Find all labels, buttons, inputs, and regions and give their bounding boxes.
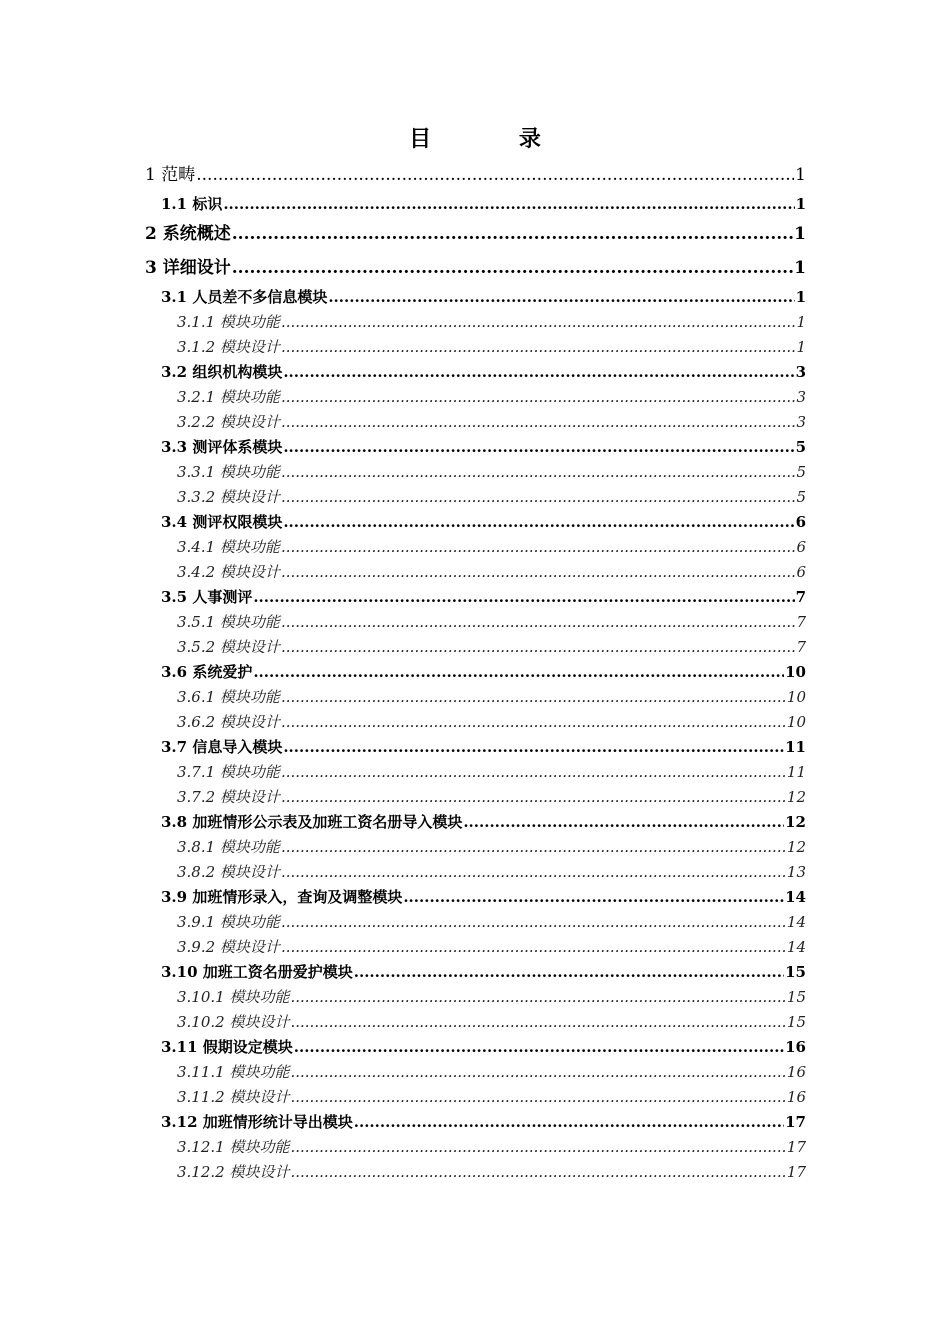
toc-dot-leader [281,685,786,710]
toc-entry[interactable] [145,910,806,935]
toc-dot-leader [223,192,794,217]
toc-entry[interactable] [145,1135,806,1160]
toc-entry-page-number: 16 [786,1063,806,1081]
toc-entry[interactable] [145,985,806,1010]
toc-entry-label: 3.3 测评体系模块 [161,438,283,456]
toc-dot-leader [290,1085,785,1110]
toc-entry[interactable] [145,485,806,510]
toc-dot-leader [290,1060,785,1085]
toc-entry-page-number: 6 [796,563,806,581]
toc-entry[interactable] [145,535,806,560]
toc-entry-label: 3.12 加班情形统计导出模块 [161,1113,353,1131]
toc-dot-leader [281,785,786,810]
toc-entry-page-number: 5 [795,438,806,456]
toc-entry[interactable] [145,335,806,360]
toc-dot-leader [283,510,794,535]
toc-entry[interactable] [145,1010,806,1035]
toc-entry-page-number: 6 [795,513,806,531]
toc-dot-leader [281,385,796,410]
toc-entry-label: 3.8.1 模块功能 [177,838,280,856]
toc-entry[interactable] [145,785,806,810]
toc-entry-page-number: 1 [796,313,806,331]
toc-dot-leader [281,710,786,735]
toc-dot-leader [283,360,794,385]
toc-dot-leader [253,585,794,610]
toc-entry-label: 3.10 加班工资名册爱护模块 [161,963,353,981]
toc-entry-page-number: 12 [786,838,806,856]
toc-entry-page-number: 1 [794,224,806,244]
toc-entry-page-number: 5 [796,488,806,506]
toc-dot-leader [283,435,794,460]
toc-entry[interactable] [145,285,806,310]
toc-entry-label: 1.1 标识 [161,195,223,213]
toc-entry-label: 3.10.2 模块设计 [177,1013,290,1031]
toc-entry-label: 3.2 组织机构模块 [161,363,283,381]
toc-entry-page-number: 5 [796,463,806,481]
toc-dot-leader [281,460,796,485]
toc-dot-leader [403,885,784,910]
toc-entry-page-number: 17 [785,1113,806,1131]
toc-entry-page-number: 1 [794,258,806,278]
toc-entry[interactable] [145,710,806,735]
toc-entry[interactable] [145,760,806,785]
toc-entry[interactable] [145,360,806,385]
toc-entry-page-number: 7 [795,588,806,606]
toc-dot-leader [232,217,793,251]
toc-entry-label: 3.4.1 模块功能 [177,538,280,556]
toc-entry-label: 3.8 加班情形公示表及加班工资名册导入模块 [161,813,463,831]
toc-entry-page-number: 16 [786,1088,806,1106]
toc-entry-page-number: 1 [795,165,806,185]
toc-entry-label: 3.2.1 模块功能 [177,388,280,406]
toc-entry[interactable] [145,1085,806,1110]
toc-entry[interactable] [145,1110,806,1135]
toc-entry-page-number: 14 [786,938,806,956]
toc-dot-leader [232,251,793,285]
toc-dot-leader [281,635,796,660]
toc-entry-page-number: 15 [786,988,806,1006]
toc-entry[interactable] [145,510,806,535]
toc-dot-leader [281,935,786,960]
toc-entry-label: 3.7.1 模块功能 [177,763,280,781]
toc-entry-label: 3.10.1 模块功能 [177,988,290,1006]
toc-entry[interactable] [145,310,806,335]
toc-entry-page-number: 6 [796,538,806,556]
toc-entry[interactable] [145,158,806,192]
toc-dot-leader [281,835,786,860]
toc-entry[interactable] [145,1160,806,1185]
toc-dot-leader [290,1135,785,1160]
toc-entry[interactable] [145,385,806,410]
toc-entry[interactable] [145,460,806,485]
toc-entry-label: 3.9.2 模块设计 [177,938,280,956]
toc-entry-label: 3.5 人事测评 [161,588,253,606]
toc-entry[interactable] [145,1035,806,1060]
toc-entry-label: 3.9.1 模块功能 [177,913,280,931]
toc-entry[interactable] [145,560,806,585]
toc-dot-leader [281,535,796,560]
toc-dot-leader [281,760,786,785]
toc-entry-page-number: 1 [796,338,806,356]
toc-entry-label: 1 范畴 [145,165,196,185]
toc-entry-page-number: 1 [795,195,806,213]
toc-entry-label: 3.6.2 模块设计 [177,713,280,731]
toc-entry-page-number: 12 [785,813,806,831]
toc-entry-page-number: 3 [796,388,806,406]
toc-dot-leader [290,1010,785,1035]
toc-entry-label: 3.9 加班情形录入，查询及调整模块 [161,888,403,906]
toc-entry[interactable] [145,885,806,910]
toc-entry[interactable] [145,192,806,217]
toc-entry[interactable] [145,835,806,860]
toc-entry-page-number: 7 [796,613,806,631]
toc-entry-label: 3.11 假期设定模块 [161,1038,293,1056]
toc-entry-label: 3.5.1 模块功能 [177,613,280,631]
toc-entry-label: 2 系统概述 [145,224,231,244]
toc-entry-label: 3.1 人员差不多信息模块 [161,288,328,306]
toc-entry[interactable] [145,1060,806,1085]
toc-entry-page-number: 14 [785,888,806,906]
toc-entry[interactable] [145,735,806,760]
toc-entry[interactable] [145,217,806,251]
toc-entry-page-number: 11 [785,738,806,756]
toc-entry[interactable] [145,810,806,835]
toc-entry-label: 3.6.1 模块功能 [177,688,280,706]
toc-dot-leader [290,1160,785,1185]
toc-entry-label: 3.5.2 模块设计 [177,638,280,656]
toc-entry[interactable] [145,410,806,435]
toc-entry-label: 3.7.2 模块设计 [177,788,280,806]
toc-entry-label: 3.1.1 模块功能 [177,313,280,331]
toc-entry-page-number: 13 [786,863,806,881]
toc-entry-label: 3.11.2 模块设计 [177,1088,290,1106]
toc-entry-page-number: 10 [785,663,806,681]
toc-entry-label: 3.6 系统爱护 [161,663,253,681]
toc-dot-leader [281,610,796,635]
toc-entry[interactable] [145,635,806,660]
toc-dot-leader [281,335,796,360]
toc-entry[interactable] [145,610,806,635]
toc-entry[interactable] [145,585,806,610]
toc-dot-leader [253,660,784,685]
toc-entry-page-number: 15 [785,963,806,981]
toc-entry-label: 3.4 测评权限模块 [161,513,283,531]
toc-entry-page-number: 1 [795,288,806,306]
toc-entry-label: 3.4.2 模块设计 [177,563,280,581]
toc-entry-page-number: 12 [786,788,806,806]
toc-entry-page-number: 10 [786,713,806,731]
toc-dot-leader [354,960,784,985]
toc-dot-leader [281,560,796,585]
toc-entry-label: 3.11.1 模块功能 [177,1063,290,1081]
toc-entry-page-number: 7 [796,638,806,656]
toc-dot-leader [294,1035,784,1060]
toc-dot-leader [354,1110,784,1135]
toc-entry[interactable] [145,685,806,710]
toc-dot-leader [283,735,784,760]
toc-entry-label: 3.12.1 模块功能 [177,1138,290,1156]
toc-entry-page-number: 15 [786,1013,806,1031]
toc-entry-page-number: 11 [786,763,806,781]
toc-entry-page-number: 14 [786,913,806,931]
toc-entry[interactable] [145,860,806,885]
toc-entry[interactable] [145,960,806,985]
toc-entry-page-number: 17 [786,1163,806,1181]
toc-entry-label: 3.12.2 模块设计 [177,1163,290,1181]
toc-entry-label: 3.3.2 模块设计 [177,488,280,506]
toc-dot-leader [281,310,796,335]
table-of-contents [145,158,806,1185]
toc-entry-label: 3.8.2 模块设计 [177,863,280,881]
toc-entry[interactable] [145,435,806,460]
toc-dot-leader [281,910,786,935]
toc-entry[interactable] [145,660,806,685]
toc-dot-leader [463,810,784,835]
toc-entry-label: 3 详细设计 [145,258,231,278]
toc-dot-leader [290,985,785,1010]
toc-entry[interactable] [145,935,806,960]
toc-entry-page-number: 3 [796,413,806,431]
toc-dot-leader [196,158,794,192]
toc-entry-label: 3.3.1 模块功能 [177,463,280,481]
toc-entry-page-number: 3 [795,363,806,381]
toc-dot-leader [328,285,794,310]
toc-entry-label: 3.2.2 模块设计 [177,413,280,431]
toc-entry-label: 3.1.2 模块设计 [177,338,280,356]
toc-entry-label: 3.7 信息导入模块 [161,738,283,756]
toc-title: 目 录 [409,126,581,152]
toc-entry-page-number: 17 [786,1138,806,1156]
toc-dot-leader [281,860,786,885]
toc-entry-page-number: 10 [786,688,806,706]
toc-dot-leader [281,485,796,510]
toc-entry-page-number: 16 [785,1038,806,1056]
toc-entry[interactable] [145,251,806,285]
toc-dot-leader [281,410,796,435]
